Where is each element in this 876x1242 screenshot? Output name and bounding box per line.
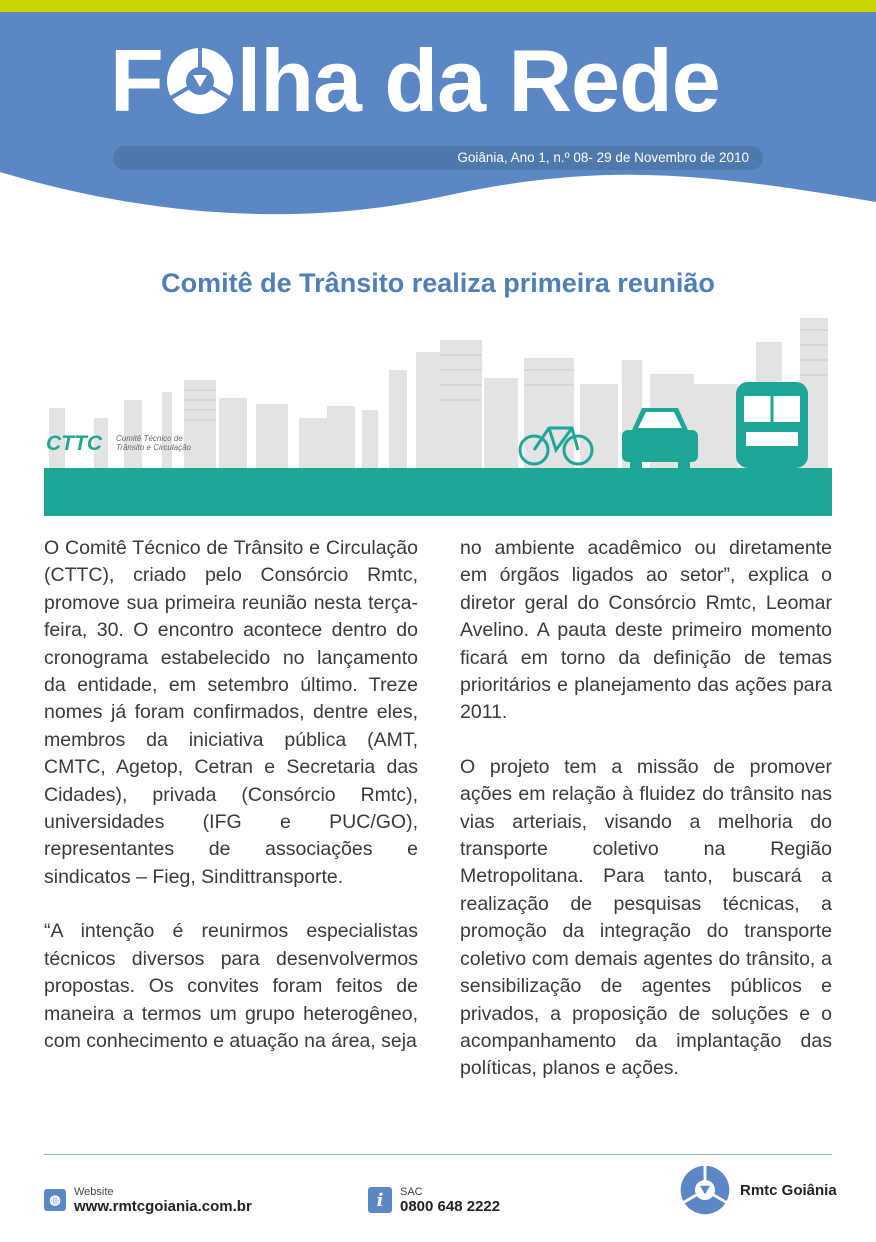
sac-phone: 0800 648 2222 [400, 1197, 501, 1215]
cttc-logo [46, 432, 192, 455]
paragraph: O projeto tem a missão de promover ações em relação à fluidez do trânsito nas vias arteriais, visando a melhoria do transporte coletivo na Região Metropolitana. Para tanto, buscará a realização de pesquisas técnicas, a promoção da integração do transporte coletivo com demais agentes do trânsito, a sensibilização de agentes públicos e privados, a proposição de soluções e o acompanhamento da implantação das políticas, planos e ações. [460, 755, 832, 1080]
info-icon: i [368, 1187, 392, 1213]
masthead-title-rest: lha da Rede [236, 31, 720, 130]
footer-sac [368, 1180, 500, 1220]
top-accent-bar [0, 0, 876, 12]
paragraph: no ambiente acadêmico ou diretamente em órgãos ligados ao setor”, explica o diretor geral do Consórcio Rmtc, Leomar Avelino. A pauta deste primeiro momento ficará em torno da definição de temas prioritários e planejamento das ações para 2011. [460, 537, 832, 724]
sac-label: SAC [400, 1185, 423, 1198]
footer-website[interactable] [44, 1180, 252, 1220]
rmtc-logo-icon [165, 46, 235, 116]
masthead [110, 31, 720, 130]
dateline-text: Goiânia, Ano 1, n.º 08- 29 de Novembro de 2010 [457, 150, 749, 165]
article-headline: Comitê de Trânsito realiza primeira reunião [161, 268, 715, 298]
footer-divider [44, 1154, 832, 1155]
article-column-left [44, 535, 418, 1082]
footer-brand [680, 1170, 837, 1210]
cttc-logo-sub2: Trânsito e Circulação [116, 443, 191, 452]
issue-dateline [113, 146, 763, 170]
masthead-letter-f: F [110, 31, 163, 130]
rmtc-brand-logo-icon [680, 1165, 730, 1215]
cttc-logo-text: CTTC [46, 432, 102, 455]
website-link[interactable]: www.rmtcgoiania.com.br [74, 1197, 252, 1215]
banner-road-strip [44, 468, 832, 516]
brand-name: Rmtc Goiânia [740, 1181, 837, 1199]
bus-icon [736, 382, 808, 468]
website-label: Website [74, 1185, 114, 1198]
city-skyline-banner [44, 300, 832, 518]
paragraph: “A intenção é reunirmos especialistas técnicos diversos para desenvolvermos propostas. Os convites foram feitos de maneira a termos um grupo heterogêneo, com conhecimento e atuação na área, seja [44, 920, 418, 1052]
cttc-logo-sub1: Comitê Técnico de [116, 434, 183, 443]
paragraph: O Comitê Técnico de Trânsito e Circulação (CTTC), criado pelo Consórcio Rmtc, promove sua primeira reunião nesta terça-feira, 30. O encontro acontece dentro do cronograma estabelecido no lançamento da entidade, em setembro último. Treze nomes já foram confirmados, dentre eles, membros da iniciativa pública (AMT, CMTC, Agetop, Cetran e Secretaria das Cidades), privada (Consórcio Rmtc), universidades (IFG e PUC/GO), representantes de associações e sindicatos – Fieg, Sindittransporte. [44, 537, 418, 888]
globe-icon: ◍ [44, 1189, 66, 1211]
article-column-right [460, 535, 832, 1110]
